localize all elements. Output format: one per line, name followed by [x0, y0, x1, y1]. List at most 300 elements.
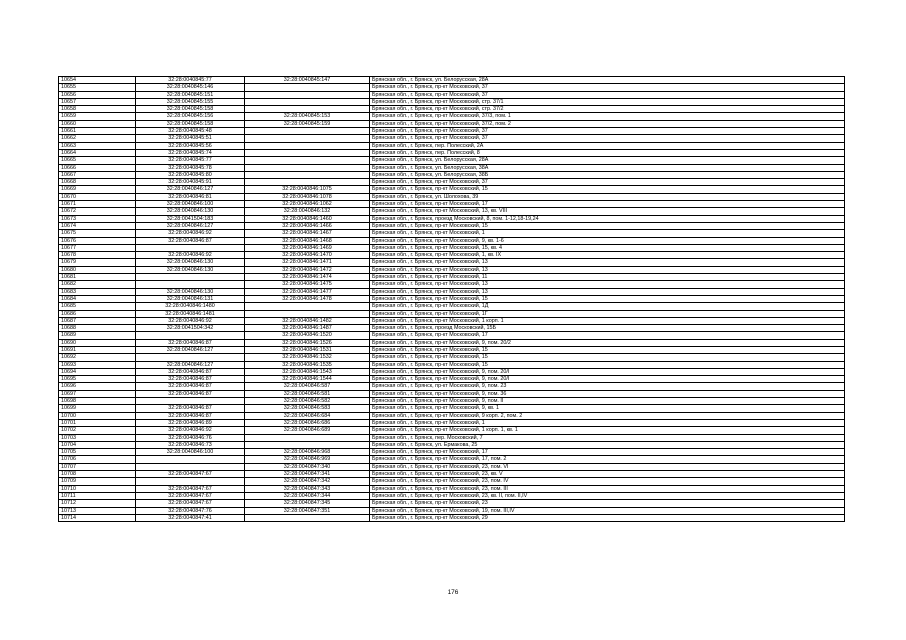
object-number-cell: 32:28:0040846:1466 — [245, 222, 370, 229]
object-number-cell — [245, 135, 370, 142]
table-row — [59, 237, 845, 244]
parcel-number-cell: 32:28:0040845:151 — [136, 91, 245, 98]
address-cell: Брянская обл., г. Брянск, пр-кт Московский, 13 — [370, 288, 845, 295]
parcel-number-cell — [136, 456, 245, 463]
table-row — [59, 405, 845, 412]
parcel-number-cell: 32:28:0040845:77 — [136, 77, 245, 84]
parcel-number-cell — [136, 478, 245, 485]
row-number-cell: 10705 — [59, 449, 136, 456]
row-number-cell: 10680 — [59, 266, 136, 273]
table-row — [59, 361, 845, 368]
object-number-cell: 32:28:0040845:159 — [245, 120, 370, 127]
object-number-cell: 32:28:0040846:1487 — [245, 325, 370, 332]
object-number-cell: 32:28:0040846:1075 — [245, 186, 370, 193]
object-number-cell: 32:28:0040846:581 — [245, 390, 370, 397]
table-row — [59, 500, 845, 507]
row-number-cell: 10688 — [59, 325, 136, 332]
object-number-cell — [245, 171, 370, 178]
registry-table — [58, 76, 845, 522]
object-number-cell: 32:28:0040846:1468 — [245, 237, 370, 244]
row-number-cell: 10690 — [59, 339, 136, 346]
row-number-cell: 10656 — [59, 91, 136, 98]
object-number-cell: 32:28:0040846:1471 — [245, 259, 370, 266]
object-number-cell: 32:28:0040846:1531 — [245, 346, 370, 353]
object-number-cell: 32:28:0040846:1544 — [245, 376, 370, 383]
object-number-cell — [245, 106, 370, 113]
row-number-cell: 10695 — [59, 376, 136, 383]
row-number-cell: 10702 — [59, 427, 136, 434]
row-number-cell: 10657 — [59, 98, 136, 105]
object-number-cell: 32:28:0040846:583 — [245, 405, 370, 412]
object-number-cell — [245, 128, 370, 135]
table-row — [59, 193, 845, 200]
parcel-number-cell: 32:28:0040846:87 — [136, 405, 245, 412]
table-row — [59, 441, 845, 448]
address-cell: Брянская обл., г. Брянск, пр-кт Московский, 1 корп. 1 — [370, 317, 845, 324]
table-row — [59, 179, 845, 186]
parcel-number-cell: 32:28:0040847:67 — [136, 485, 245, 492]
table-row — [59, 288, 845, 295]
row-number-cell: 10684 — [59, 295, 136, 302]
object-number-cell: 32:28:0040846:1470 — [245, 252, 370, 259]
row-number-cell: 10696 — [59, 383, 136, 390]
address-cell: Брянская обл., г. Брянск, ул. Белорусская, 28А — [370, 157, 845, 164]
parcel-number-cell: 32:28:0040846:81 — [136, 193, 245, 200]
row-number-cell: 10709 — [59, 478, 136, 485]
table-row — [59, 120, 845, 127]
object-number-cell: 32:28:0040846:1477 — [245, 288, 370, 295]
parcel-number-cell: 32:28:0040845:155 — [136, 98, 245, 105]
object-number-cell: 32:28:0040847:345 — [245, 500, 370, 507]
object-number-cell — [245, 303, 370, 310]
address-cell: Брянская обл., г. Брянск, пр-кт Московский, 13 — [370, 266, 845, 273]
table-row — [59, 507, 845, 514]
row-number-cell: 10713 — [59, 507, 136, 514]
object-number-cell: 32:28:0040846:1543 — [245, 368, 370, 375]
address-cell: Брянская обл., г. Брянск, пр-кт Московский, 9, пом. 20/2 — [370, 339, 845, 346]
object-number-cell: 32:28:0040847:343 — [245, 485, 370, 492]
parcel-number-cell: 32:28:0040846:92 — [136, 252, 245, 259]
address-cell: Брянская обл., г. Брянск, пр-кт Московский, 13 — [370, 259, 845, 266]
address-cell: Брянская обл., г. Брянск, проезд Московский, 8, пом. 1-12,18-19,24 — [370, 215, 845, 222]
row-number-cell: 10659 — [59, 113, 136, 120]
object-number-cell — [245, 91, 370, 98]
table-row — [59, 201, 845, 208]
object-number-cell: 32:28:0040846:1472 — [245, 266, 370, 273]
object-number-cell: 32:28:0040846:684 — [245, 412, 370, 419]
row-number-cell: 10668 — [59, 179, 136, 186]
row-number-cell: 10658 — [59, 106, 136, 113]
object-number-cell: 32:28:0040846:1526 — [245, 339, 370, 346]
row-number-cell: 10699 — [59, 405, 136, 412]
object-number-cell: 32:28:0040846:1532 — [245, 354, 370, 361]
object-number-cell — [245, 514, 370, 521]
object-number-cell — [245, 142, 370, 149]
table-row — [59, 412, 845, 419]
row-number-cell: 10683 — [59, 288, 136, 295]
table-row — [59, 244, 845, 251]
row-number-cell: 10670 — [59, 193, 136, 200]
table-row — [59, 208, 845, 215]
parcel-number-cell — [136, 398, 245, 405]
object-number-cell: 32:28:0040846:1469 — [245, 244, 370, 251]
object-number-cell — [245, 98, 370, 105]
table-row — [59, 383, 845, 390]
row-number-cell: 10663 — [59, 142, 136, 149]
address-cell: Брянская обл., г. Брянск, ул. Шолохова, 39 — [370, 193, 845, 200]
address-cell: Брянская обл., г. Брянск, пр-кт Московский, 37 — [370, 135, 845, 142]
address-cell: Брянская обл., г. Брянск, пр-кт Московский, стр. 37/1 — [370, 98, 845, 105]
object-number-cell — [245, 164, 370, 171]
parcel-number-cell: 32:28:0040845:158 — [136, 106, 245, 113]
address-cell: Брянская обл., г. Брянск, ул. Белорусская, 28А — [370, 77, 845, 84]
parcel-number-cell: 32:28:0040846:130 — [136, 288, 245, 295]
parcel-number-cell: 32:28:0040845:56 — [136, 142, 245, 149]
table-row — [59, 135, 845, 142]
table-row — [59, 77, 845, 84]
parcel-number-cell — [136, 274, 245, 281]
object-number-cell — [245, 157, 370, 164]
address-cell: Брянская обл., г. Брянск, пр-кт Московский, 9 корп. 2, пом. 2 — [370, 412, 845, 419]
table-row — [59, 98, 845, 105]
table-row — [59, 266, 845, 273]
row-number-cell: 10686 — [59, 310, 136, 317]
row-number-cell: 10666 — [59, 164, 136, 171]
address-cell: Брянская обл., г. Брянск, пр-кт Московский, 37 — [370, 128, 845, 135]
object-number-cell: 32:28:0040846:1475 — [245, 281, 370, 288]
parcel-number-cell: 32:28:0040846:76 — [136, 434, 245, 441]
address-cell: Брянская обл., г. Брянск, пер. Полесский, 2А — [370, 142, 845, 149]
parcel-number-cell — [136, 332, 245, 339]
address-cell: Брянская обл., г. Брянск, пр-кт Московский, 19, пом. III,IV — [370, 507, 845, 514]
address-cell: Брянская обл., г. Брянск, пр-кт Московский, 17 — [370, 332, 845, 339]
object-number-cell: 32:28:0040846:1474 — [245, 274, 370, 281]
parcel-number-cell: 32:28:0040845:158 — [136, 120, 245, 127]
parcel-number-cell: 32:28:0040845:80 — [136, 171, 245, 178]
object-number-cell — [245, 179, 370, 186]
row-number-cell: 10711 — [59, 492, 136, 499]
object-number-cell: 32:28:0040847:340 — [245, 463, 370, 470]
page-number: 176 — [447, 589, 459, 596]
address-cell: Брянская обл., г. Брянск, пр-кт Московский, 9, кв. 1 — [370, 405, 845, 412]
table-row — [59, 295, 845, 302]
parcel-number-cell: 32:28:0040846:131 — [136, 295, 245, 302]
parcel-number-cell: 32:28:0040846:130 — [136, 259, 245, 266]
table-row — [59, 259, 845, 266]
table-row — [59, 215, 845, 222]
parcel-number-cell: 32:28:0040846:87 — [136, 237, 245, 244]
table-row — [59, 427, 845, 434]
object-number-cell — [245, 441, 370, 448]
row-number-cell: 10700 — [59, 412, 136, 419]
address-cell: Брянская обл., г. Брянск, пр-кт Московский, 9, пом. 23 — [370, 383, 845, 390]
address-cell: Брянская обл., г. Брянск, проезд Московский, 15Б — [370, 325, 845, 332]
row-number-cell: 10701 — [59, 419, 136, 426]
row-number-cell: 10689 — [59, 332, 136, 339]
address-cell: Брянская обл., г. Брянск, пр-кт Московский, 15, кв. 4 — [370, 244, 845, 251]
row-number-cell: 10691 — [59, 346, 136, 353]
parcel-number-cell: 32:28:0040846:100 — [136, 201, 245, 208]
parcel-number-cell — [136, 281, 245, 288]
row-number-cell: 10679 — [59, 259, 136, 266]
row-number-cell: 10665 — [59, 157, 136, 164]
row-number-cell: 10654 — [59, 77, 136, 84]
table-row — [59, 113, 845, 120]
address-cell: Брянская обл., г. Брянск, пр-кт Московский, 17 — [370, 449, 845, 456]
row-number-cell: 10677 — [59, 244, 136, 251]
parcel-number-cell: 32:28:0040845:74 — [136, 149, 245, 156]
parcel-number-cell: 32:28:0040845:48 — [136, 128, 245, 135]
table-row — [59, 492, 845, 499]
address-cell: Брянская обл., г. Брянск, пр-кт Московский, 11 — [370, 274, 845, 281]
address-cell: Брянская обл., г. Брянск, пр-кт Московский, 15 — [370, 346, 845, 353]
table-row — [59, 128, 845, 135]
row-number-cell: 10712 — [59, 500, 136, 507]
row-number-cell: 10674 — [59, 222, 136, 229]
object-number-cell: 32:28:0040846:582 — [245, 398, 370, 405]
row-number-cell: 10708 — [59, 471, 136, 478]
address-cell: Брянская обл., г. Брянск, пр-кт Московский, 13 — [370, 281, 845, 288]
row-number-cell: 10692 — [59, 354, 136, 361]
row-number-cell: 10675 — [59, 230, 136, 237]
address-cell: Брянская обл., г. Брянск, пр-кт Московский, 15 — [370, 222, 845, 229]
row-number-cell: 10681 — [59, 274, 136, 281]
parcel-number-cell: 32:28:0040846:127 — [136, 361, 245, 368]
parcel-number-cell: 32:28:0040846:92 — [136, 230, 245, 237]
parcel-number-cell: 32:28:0040846:127 — [136, 186, 245, 193]
address-cell: Брянская обл., г. Брянск, пр-кт Московский, 23, пом. VI — [370, 463, 845, 470]
parcel-number-cell: 32:28:0040846:1480 — [136, 303, 245, 310]
table-row — [59, 303, 845, 310]
object-number-cell — [245, 84, 370, 91]
row-number-cell: 10698 — [59, 398, 136, 405]
row-number-cell: 10682 — [59, 281, 136, 288]
parcel-number-cell: 32:28:0040846:87 — [136, 339, 245, 346]
object-number-cell: 32:28:0040846:1535 — [245, 361, 370, 368]
parcel-number-cell: 32:28:0040845:146 — [136, 84, 245, 91]
address-cell: Брянская обл., г. Брянск, ул. Белорусская, 38Б — [370, 171, 845, 178]
parcel-number-cell: 32:28:0040847:76 — [136, 507, 245, 514]
table-row — [59, 325, 845, 332]
address-cell: Брянская обл., г. Брянск, пр-кт Московский, 9, пом. II — [370, 398, 845, 405]
table-row — [59, 376, 845, 383]
table-row — [59, 485, 845, 492]
object-number-cell: 32:28:0040846:968 — [245, 449, 370, 456]
table-row — [59, 390, 845, 397]
parcel-number-cell: 32:28:0040846:87 — [136, 412, 245, 419]
table-row — [59, 230, 845, 237]
table-row — [59, 252, 845, 259]
row-number-cell: 10655 — [59, 84, 136, 91]
address-cell: Брянская обл., г. Брянск, пр-кт Московский, 15 — [370, 354, 845, 361]
object-number-cell — [245, 310, 370, 317]
row-number-cell: 10664 — [59, 149, 136, 156]
parcel-number-cell — [136, 463, 245, 470]
address-cell: Брянская обл., г. Брянск, пр-кт Московский, 23 — [370, 500, 845, 507]
parcel-number-cell: 32:28:0040846:130 — [136, 266, 245, 273]
row-number-cell: 10669 — [59, 186, 136, 193]
table-row — [59, 478, 845, 485]
address-cell: Брянская обл., г. Брянск, пр-кт Московский, 37 — [370, 179, 845, 186]
parcel-number-cell: 32:28:0040846:87 — [136, 368, 245, 375]
address-cell: Брянская обл., г. Брянск, пр-кт Московский, 37 — [370, 91, 845, 98]
parcel-number-cell: 32:28:0041504:342 — [136, 325, 245, 332]
table-row — [59, 171, 845, 178]
table-row — [59, 142, 845, 149]
row-number-cell: 10706 — [59, 456, 136, 463]
address-cell: Брянская обл., г. Брянск, пр-кт Московский, 9, пом. 20/I — [370, 376, 845, 383]
parcel-number-cell: 32:28:0040846:1481 — [136, 310, 245, 317]
object-number-cell: 32:28:0040846:1482 — [245, 317, 370, 324]
object-number-cell: 32:28:0040846:686 — [245, 419, 370, 426]
address-cell: Брянская обл., г. Брянск, пр-кт Московский, 29 — [370, 514, 845, 521]
address-cell: Брянская обл., г. Брянск, пр-кт Московский, 17 — [370, 201, 845, 208]
row-number-cell: 10678 — [59, 252, 136, 259]
parcel-number-cell: 32:28:0040846:73 — [136, 441, 245, 448]
row-number-cell: 10687 — [59, 317, 136, 324]
address-cell: Брянская обл., г. Брянск, пр-кт Московский, 37 — [370, 84, 845, 91]
row-number-cell: 10662 — [59, 135, 136, 142]
parcel-number-cell: 32:28:0040847:67 — [136, 500, 245, 507]
parcel-number-cell: 32:28:0040847:41 — [136, 514, 245, 521]
address-cell: Брянская обл., г. Брянск, пр-кт Московский, 37/3, пом. 1 — [370, 113, 845, 120]
address-cell: Брянская обл., г. Брянск, пр-кт Московский, 1Г — [370, 310, 845, 317]
object-number-cell: 32:28:0040846:587 — [245, 383, 370, 390]
address-cell: Брянская обл., г. Брянск, пр-кт Московский, стр. 37/2 — [370, 106, 845, 113]
table-row — [59, 281, 845, 288]
address-cell: Брянская обл., г. Брянск, пр-кт Московский, 23, кв. II, пом. II,IV — [370, 492, 845, 499]
object-number-cell: 32:28:0040846:1078 — [245, 193, 370, 200]
row-number-cell: 10693 — [59, 361, 136, 368]
parcel-number-cell: 32:28:0040846:87 — [136, 376, 245, 383]
parcel-number-cell: 32:28:0040846:100 — [136, 449, 245, 456]
table-row — [59, 222, 845, 229]
table-row — [59, 434, 845, 441]
parcel-number-cell: 32:28:0040845:51 — [136, 135, 245, 142]
object-number-cell: 32:28:0040847:342 — [245, 478, 370, 485]
parcel-number-cell — [136, 354, 245, 361]
table-row — [59, 449, 845, 456]
parcel-number-cell: 32:28:0040846:127 — [136, 222, 245, 229]
parcel-number-cell: 32:28:0040846:92 — [136, 427, 245, 434]
row-number-cell: 10694 — [59, 368, 136, 375]
table-row — [59, 354, 845, 361]
address-cell: Брянская обл., г. Брянск, пр-кт Московский, 15 — [370, 186, 845, 193]
parcel-number-cell: 32:28:0040845:78 — [136, 164, 245, 171]
table-row — [59, 317, 845, 324]
object-number-cell: 32:28:0040847:351 — [245, 507, 370, 514]
object-number-cell: 32:28:0040847:344 — [245, 492, 370, 499]
object-number-cell: 32:28:0040847:341 — [245, 471, 370, 478]
table-row — [59, 339, 845, 346]
address-cell: Брянская обл., г. Брянск, пер. Московский, 7 — [370, 434, 845, 441]
object-number-cell: 32:28:0040846:1520 — [245, 332, 370, 339]
row-number-cell: 10697 — [59, 390, 136, 397]
object-number-cell: 32:28:0040846:969 — [245, 456, 370, 463]
table-row — [59, 471, 845, 478]
parcel-number-cell: 32:28:0040846:87 — [136, 390, 245, 397]
object-number-cell: 32:28:0040846:1467 — [245, 230, 370, 237]
object-number-cell: 32:28:0040846:1460 — [245, 215, 370, 222]
table-row — [59, 332, 845, 339]
registry-table-body — [59, 77, 845, 522]
row-number-cell: 10667 — [59, 171, 136, 178]
object-number-cell: 32:28:0040846:132 — [245, 208, 370, 215]
table-row — [59, 398, 845, 405]
parcel-number-cell: 32:28:0040847:67 — [136, 492, 245, 499]
row-number-cell: 10661 — [59, 128, 136, 135]
address-cell: Брянская обл., г. Брянск, пр-кт Московский, 23, кв. V — [370, 471, 845, 478]
address-cell: Брянская обл., г. Брянск, пр-кт Московский, 23, пом. III — [370, 485, 845, 492]
table-row — [59, 149, 845, 156]
parcel-number-cell: 32:28:0040846:130 — [136, 208, 245, 215]
parcel-number-cell: 32:28:0040845:156 — [136, 113, 245, 120]
parcel-number-cell: 32:28:0041504:183 — [136, 215, 245, 222]
address-cell: Брянская обл., г. Брянск, пр-кт Московский, 9, пом. 36 — [370, 390, 845, 397]
object-number-cell — [245, 149, 370, 156]
table-row — [59, 346, 845, 353]
address-cell: Брянская обл., г. Брянск, пр-кт Московский, 1 — [370, 419, 845, 426]
address-cell: Брянская обл., г. Брянск, пр-кт Московский, 17, пом. 2 — [370, 456, 845, 463]
table-row — [59, 456, 845, 463]
table-row — [59, 274, 845, 281]
table-row — [59, 164, 845, 171]
object-number-cell: 32:28:0040846:1062 — [245, 201, 370, 208]
object-number-cell: 32:28:0040845:153 — [245, 113, 370, 120]
row-number-cell: 10676 — [59, 237, 136, 244]
address-cell: Брянская обл., г. Брянск, ул. Белорусская, 38А — [370, 164, 845, 171]
parcel-number-cell: 32:28:0040845:77 — [136, 157, 245, 164]
table-row — [59, 463, 845, 470]
table-row — [59, 419, 845, 426]
address-cell: Брянская обл., г. Брянск, пр-кт Московский, 23, пом. IV — [370, 478, 845, 485]
address-cell: Брянская обл., г. Брянск, пр-кт Московский, 15 — [370, 295, 845, 302]
parcel-number-cell: 32:28:0040846:87 — [136, 383, 245, 390]
parcel-number-cell: 32:28:0040845:91 — [136, 179, 245, 186]
row-number-cell: 10660 — [59, 120, 136, 127]
address-cell: Брянская обл., г. Брянск, пр-кт Московский, 15 — [370, 361, 845, 368]
address-cell: Брянская обл., г. Брянск, пр-кт Московский, 1, кв. IX — [370, 252, 845, 259]
table-row — [59, 84, 845, 91]
row-number-cell: 10714 — [59, 514, 136, 521]
address-cell: Брянская обл., г. Брянск, пр-кт Московский, 37/2, пом. 2 — [370, 120, 845, 127]
row-number-cell: 10671 — [59, 201, 136, 208]
object-number-cell: 32:28:0040845:147 — [245, 77, 370, 84]
table-row — [59, 368, 845, 375]
address-cell: Брянская обл., г. Брянск, пр-кт Московский, 9, пом. 20/I — [370, 368, 845, 375]
row-number-cell: 10710 — [59, 485, 136, 492]
address-cell: Брянская обл., г. Брянск, пер. Полесский, 8 — [370, 149, 845, 156]
table-row — [59, 157, 845, 164]
table-row — [59, 186, 845, 193]
address-cell: Брянская обл., г. Брянск, ул. Ермакова, 25 — [370, 441, 845, 448]
row-number-cell: 10672 — [59, 208, 136, 215]
row-number-cell: 10704 — [59, 441, 136, 448]
address-cell: Брянская обл., г. Брянск, пр-кт Московский, 13, кв. VIII — [370, 208, 845, 215]
parcel-number-cell: 32:28:0040846:89 — [136, 419, 245, 426]
table-row — [59, 91, 845, 98]
object-number-cell: 32:28:0040846:1478 — [245, 295, 370, 302]
row-number-cell: 10703 — [59, 434, 136, 441]
table-row — [59, 310, 845, 317]
address-cell: Брянская обл., г. Брянск, пр-кт Московский, 1Д — [370, 303, 845, 310]
address-cell: Брянская обл., г. Брянск, пр-кт Московский, 1 — [370, 230, 845, 237]
parcel-number-cell: 32:28:0040847:67 — [136, 471, 245, 478]
row-number-cell: 10673 — [59, 215, 136, 222]
table-row — [59, 514, 845, 521]
parcel-number-cell — [136, 244, 245, 251]
object-number-cell — [245, 434, 370, 441]
